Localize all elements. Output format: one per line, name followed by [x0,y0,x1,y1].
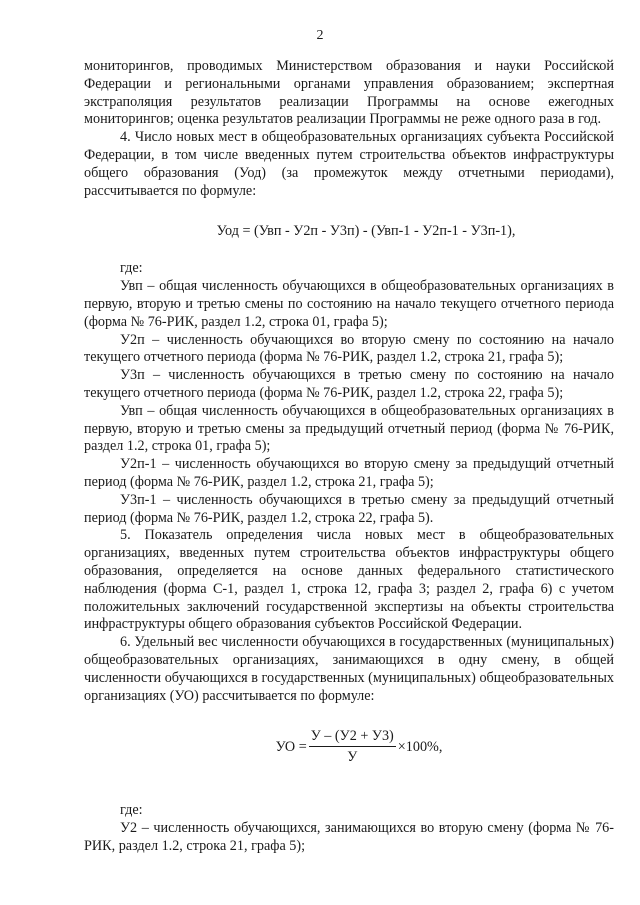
paragraph-5: 5. Показатель определения числа новых мест в общеобразовательных организациях, введенных путем строительства объектов инфраструктуры общего образования, определяется на основе данных федерального статистического наблюдения (форма С-1, раздел 1, строка 12, графа 3; раздел 2, графа 6) с учетом положительных заключений государственной экспертизы на объекты строительства инфраструктуры общего образования субъектов Российской Федерации. [84,527,614,633]
formula-new-places: Уод = (Увп - У2п - У3п) - (Увп-1 - У2п-1 - У3п-1), [216,223,516,240]
formula-share [84,727,614,766]
definition-uvp-prev: Увп – общая численность обучающихся в общеобразовательных организациях в первую, вторую и третью смены за предыдущий отчетный период (форма № 76-РИК, раздел 1.2, строка 01, графа 5); [84,402,614,455]
definition-uvp: Увп – общая численность обучающихся в общеобразовательных организациях в первую, вторую и третью смены по состоянию на начало текущего отчетного периода (форма № 76-РИК, раздел 1.2, строка 01, графа 5); [84,278,614,330]
formula-share-lhs: УО = [275,738,307,755]
definition-u2: У2 – численность обучающихся, занимающихся во вторую смену (форма № 76-РИК, раздел 1.2, строка 21, графа 5); [84,820,614,854]
where-label-2: где: [120,802,143,819]
formula-share-rhs: ×100%, [397,738,443,755]
page-number: 2 [316,28,324,43]
paragraph-6: 6. Удельный вес численности обучающихся в государственных (муниципальных) общеобразовательных организациях, занимающихся в одну смену, в общей численности обучающихся в государственных (муниципальных) общеобразовательных организациях (УО) рассчитывается по формуле: [84,634,614,704]
document-body [84,58,614,856]
formula-share-numerator: У – (У2 + У3) [309,727,396,747]
formula-share-denominator: У [347,749,358,766]
where-label-1: где: [120,260,143,277]
definition-u2p: У2п – численность обучающихся во вторую смену по состоянию на начало текущего отчетного периода (форма № 76-РИК, раздел 1.2, строка 21, графа 5); [84,331,614,366]
paragraph-intro: мониторингов, проводимых Министерством образования и науки Российской Федерации и региональными органами управления образованием; экспертная экстраполяция результатов реализации Программы на основе ежегодных мониторингов; оценка результатов реализации Программы не реже одного раза в год. [84,58,614,128]
paragraph-4: 4. Число новых мест в общеобразовательных организациях субъекта Российской Федерации, в том числе введенных путем строительства объектов инфраструктуры общего образования (Уод) (за промежуток между отчетными периодами), рассчитывается по формуле: [84,129,614,199]
formula-share-fraction [309,727,396,766]
definition-u2p-prev: У2п-1 – численность обучающихся во вторую смену за предыдущий отчетный период (форма № 76-РИК, раздел 1.2, строка 21, графа 5); [84,456,614,490]
definition-u3p-prev: У3п-1 – численность обучающихся в третью смену за предыдущий отчетный период (форма № 76-РИК, раздел 1.2, строка 22, графа 5). [84,491,614,526]
definition-u3p: У3п – численность обучающихся в третью смену по состоянию на начало текущего отчетного периода (форма № 76-РИК, раздел 1.2, строка 22, графа 5); [84,367,614,401]
